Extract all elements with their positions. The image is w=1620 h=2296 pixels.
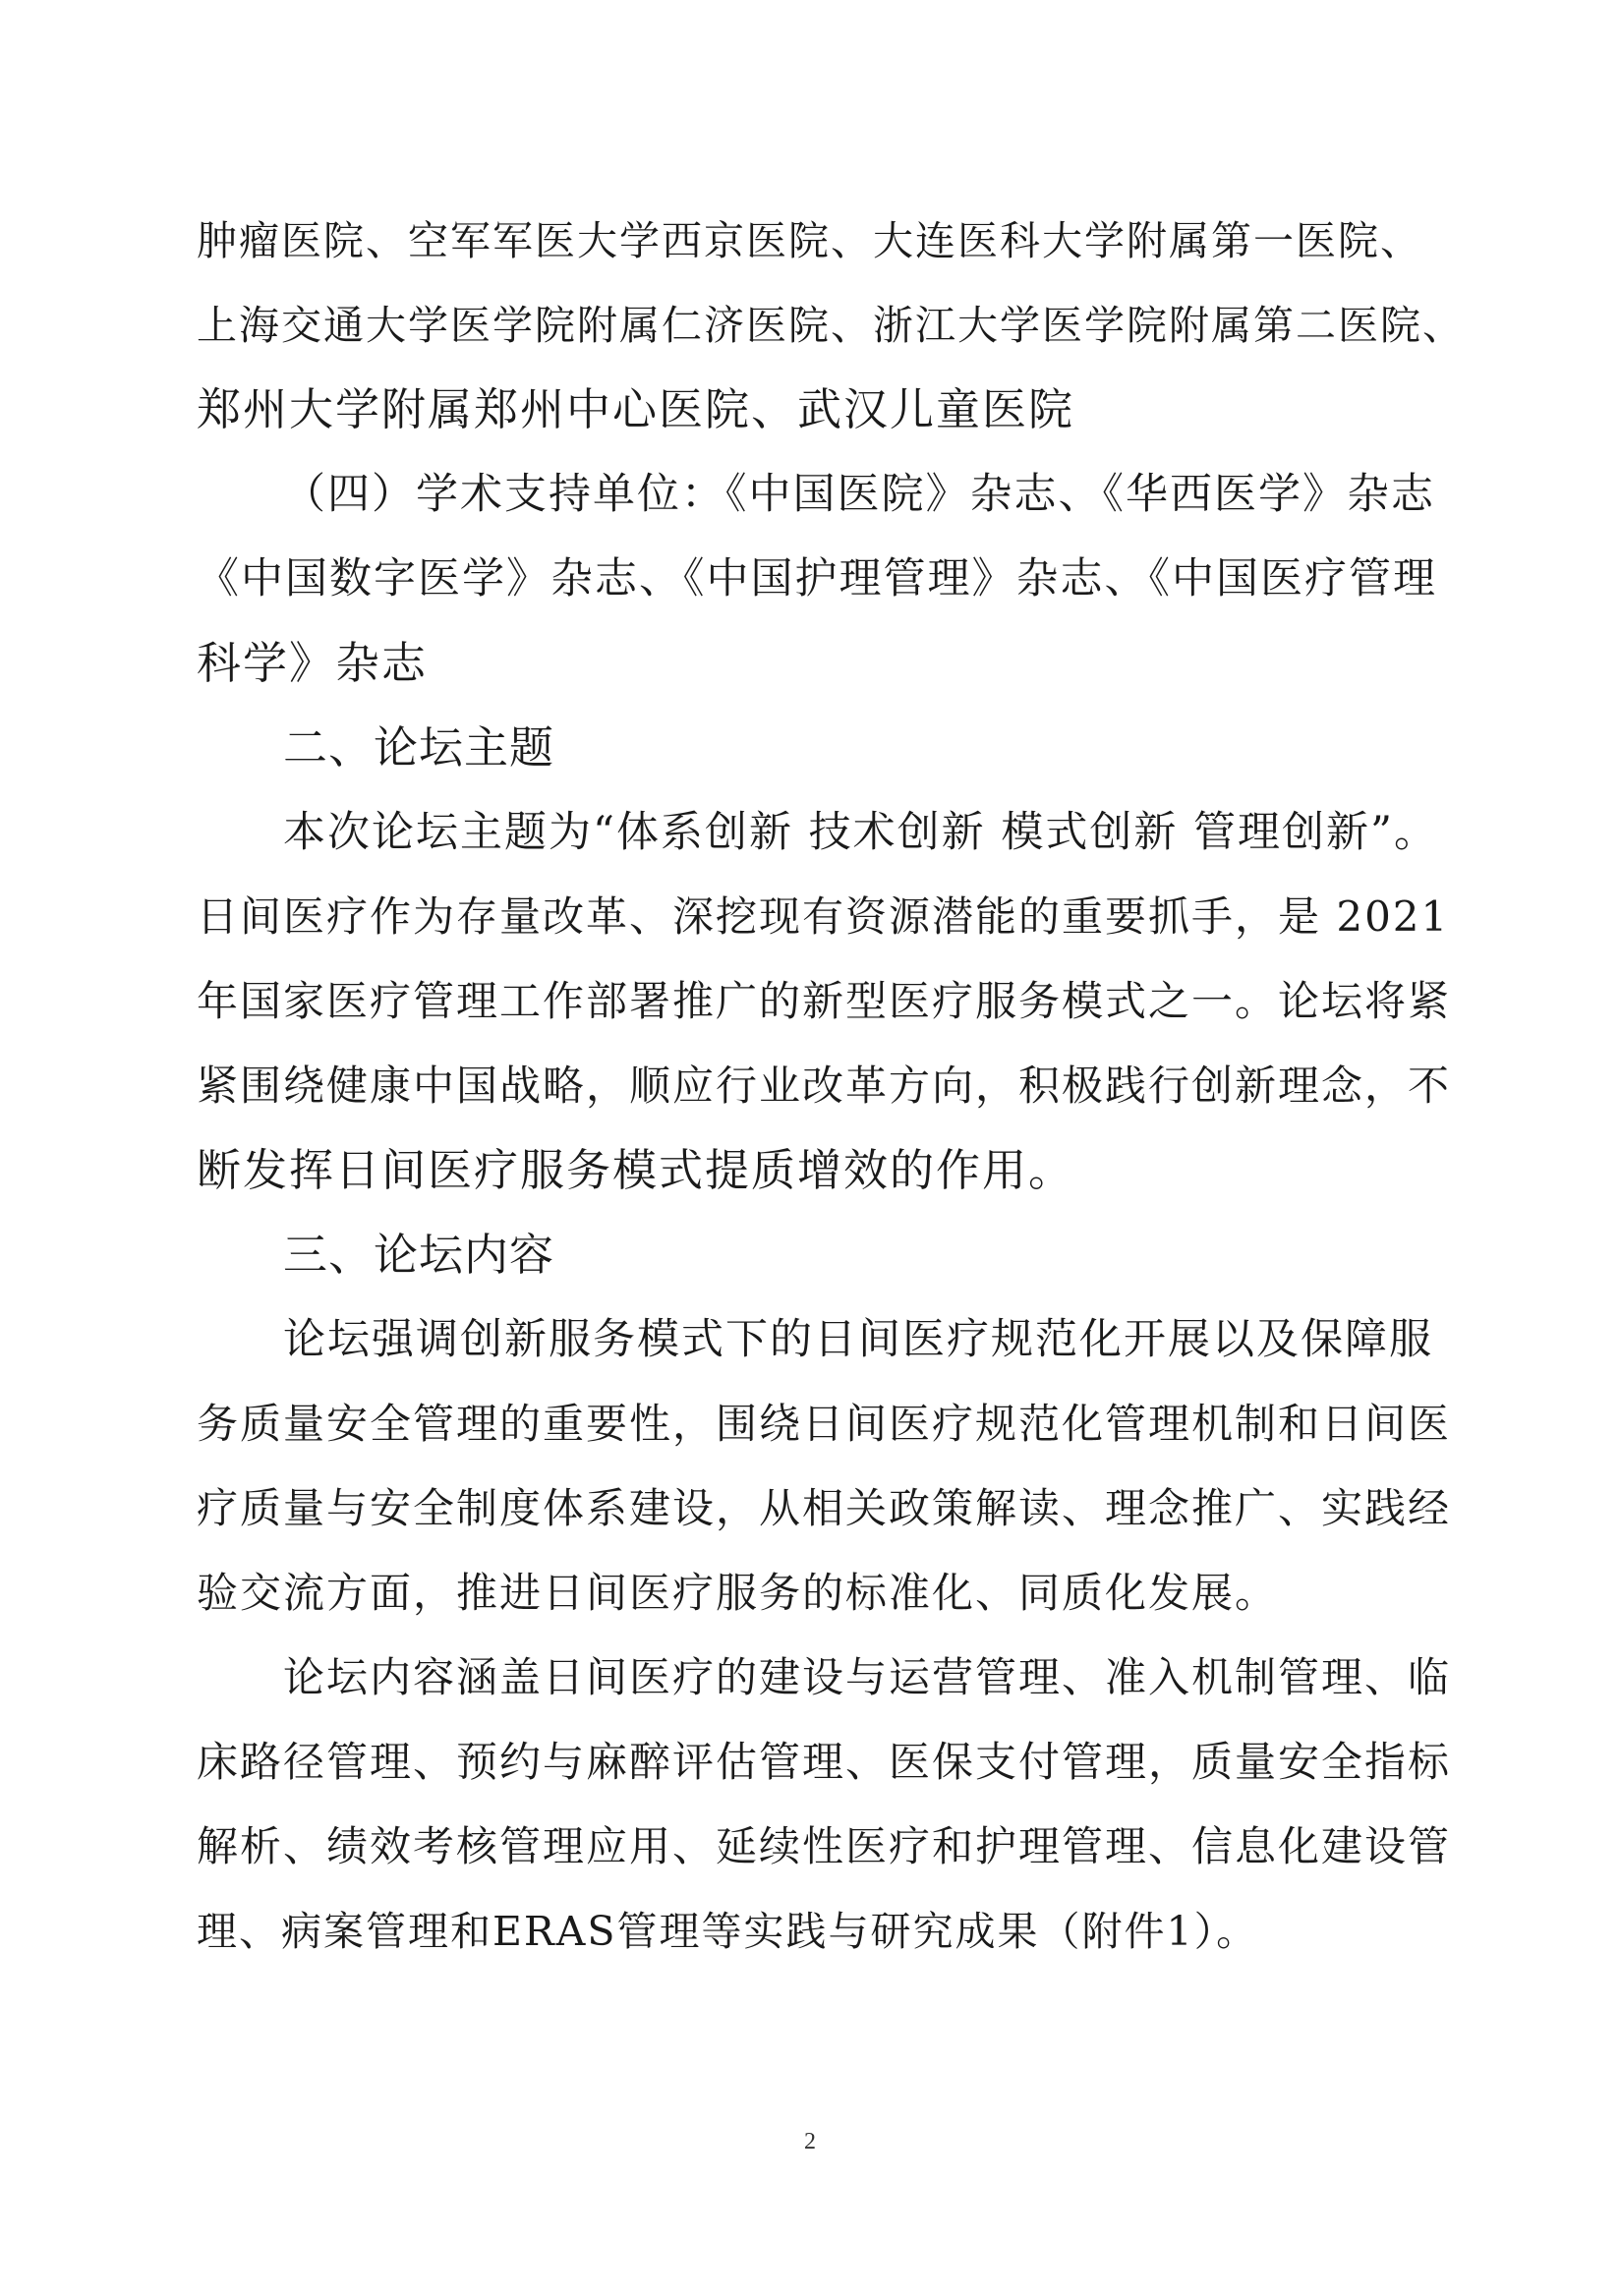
body-line: 务质量安全管理的重要性，围绕日间医疗规范化管理机制和日间医 [197,1400,1452,1448]
page-number: 2 [804,2129,816,2154]
body-line: 《中国数字医学》杂志、《中国护理管理》杂志、《中国医疗管理 [197,554,1437,603]
body-line: 理、病案管理和ERAS管理等实践与研究成果（附件1）。 [197,1908,1259,1955]
body-line: 日间医疗作为存量改革、深挖现有资源潜能的重要抓手，是 2021 [197,892,1450,941]
body-line: 论坛内容涵盖日间医疗的建设与运营管理、准入机制管理、临 [283,1653,1452,1701]
body-line: 断发挥日间医疗服务模式提质增效的作用。 [197,1144,1075,1196]
body-line: 解析、绩效考核管理应用、延续性医疗和护理管理、信息化建设管 [197,1822,1452,1870]
body-line: 郑州大学附属郑州中心医院、武汉儿童医院 [197,383,1075,435]
body-line: 肿瘤医院、空军军医大学西京医院、大连医科大学附属第一医院、 [197,217,1422,264]
body-line: 疗质量与安全制度体系建设，从相关政策解读、理念推广、实践经 [197,1484,1452,1532]
body-line: 紧围绕健康中国战略，顺应行业改革方向，积极践行创新理念，不 [197,1062,1452,1110]
body-line: 验交流方面，推进日间医疗服务的标准化、同质化发展。 [197,1569,1279,1617]
body-line: 科学》杂志 [197,637,429,689]
body-line: 床路径管理、预约与麻醉评估管理、医保支付管理，质量安全指标 [197,1738,1452,1786]
body-line: （四）学术支持单位：《中国医院》杂志、《华西医学》杂志 [283,470,1435,519]
section-heading-theme: 二、论坛主题 [283,721,555,774]
body-line: 上海交通大学医学院附属仁济医院、浙江大学医学院附属第二医院、 [197,302,1465,349]
body-line: 本次论坛主题为“体系创新 技术创新 模式创新 管理创新”。 [283,808,1438,857]
section-heading-content: 三、论坛内容 [283,1229,555,1281]
body-line: 年国家医疗管理工作部署推广的新型医疗服务模式之一。论坛将紧 [197,977,1452,1025]
body-line: 论坛强调创新服务模式下的日间医疗规范化开展以及保障服 [283,1315,1433,1364]
